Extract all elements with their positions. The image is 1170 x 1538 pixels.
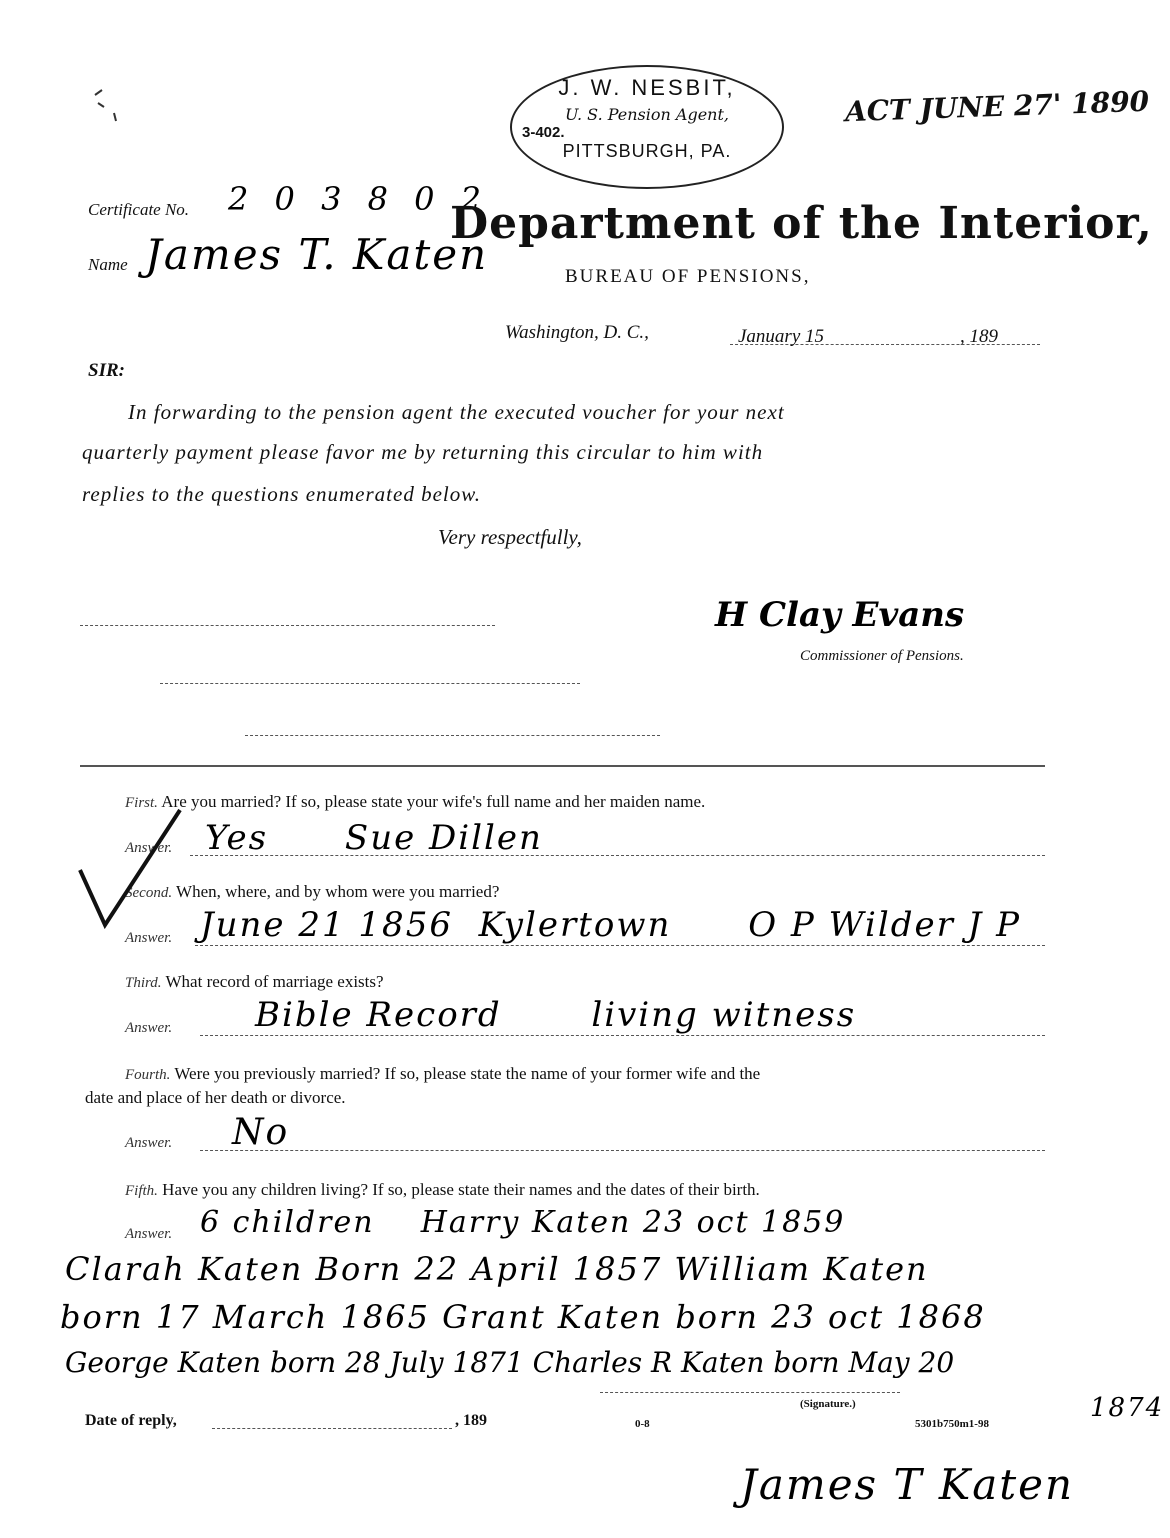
date-of-reply-line (212, 1428, 452, 1429)
body-line-3: replies to the questions enumerated below. (82, 482, 481, 506)
form-code: 0-8 (635, 1418, 650, 1430)
date-of-reply-label: Date of reply, (85, 1412, 177, 1429)
address-line-2 (160, 683, 580, 684)
answer-3-value: Bible Record living witness (255, 995, 857, 1035)
act-stamp: ACT JUNE 27' 1890 (844, 84, 1150, 129)
place-label: Washington, D. C., (505, 322, 649, 343)
pension-agent-stamp (510, 65, 784, 189)
answer-2-label: Answer. (125, 930, 173, 946)
question-3 (125, 972, 384, 992)
children-line-4: 1874 (1090, 1393, 1165, 1423)
question-4-ordinal: Fourth. (125, 1067, 171, 1083)
question-1-ordinal: First. (125, 795, 158, 811)
question-5 (125, 1180, 760, 1200)
question-1 (125, 792, 705, 812)
answer-5-value: 6 children Harry Katen 23 oct 1859 (200, 1205, 846, 1240)
body-line-2: quarterly payment please favor me by returning this circular to him with (82, 440, 764, 464)
answer-5-label: Answer. (125, 1226, 173, 1242)
question-4-line-2: date and place of her death or divorce. (85, 1088, 346, 1107)
answer-4-line (200, 1150, 1045, 1151)
checkmark-icon (70, 800, 190, 940)
question-5-text: Have you any children living? If so, please state their names and the dates of their birth. (162, 1180, 760, 1199)
name-label: Name (88, 255, 128, 274)
reply-year: , 189 (455, 1412, 487, 1429)
question-2-ordinal: Second. (125, 885, 173, 901)
question-3-text: What record of marriage exists? (165, 972, 384, 991)
answer-4-value: No (232, 1112, 290, 1153)
date-value: January 15 (738, 326, 825, 347)
address-line-1 (80, 625, 495, 626)
certificate-number: 2 0 3 8 0 2 (228, 180, 490, 218)
salutation: SIR: (88, 360, 125, 381)
applicant-signature: James T Katen (740, 1460, 1075, 1509)
signature-line (600, 1392, 900, 1393)
year-prefix: , 189 (960, 326, 998, 347)
answer-3-line (200, 1035, 1045, 1036)
question-4 (125, 1064, 760, 1084)
stamp-line-4: PITTSBURGH, PA. (562, 141, 732, 161)
bureau-heading: BUREAU OF PENSIONS, (565, 266, 811, 287)
children-line-3: George Katen born 28 July 1871 Charles R Katen born May 20 (65, 1346, 955, 1379)
answer-1-label: Answer. (125, 840, 173, 856)
print-code: 5301b750m1-98 (915, 1418, 989, 1430)
address-line-3 (245, 735, 660, 736)
answer-3-label: Answer. (125, 1020, 173, 1036)
certificate-label: Certificate No. (88, 200, 190, 219)
department-heading: Department of the Interior, (450, 198, 1153, 249)
signature-label: (Signature.) (800, 1398, 856, 1410)
name-value: James T. Katen (145, 230, 489, 279)
closing: Very respectfully, (438, 525, 582, 549)
answer-2-value: June 21 1856 Kylertown O P Wilder J P (200, 905, 1021, 945)
stamp-line-1: J. W. NESBIT, (558, 75, 736, 100)
margin-marks (90, 85, 120, 125)
commissioner-signature: H Clay Evans (715, 595, 965, 635)
answer-4-label: Answer. (125, 1135, 173, 1151)
question-5-ordinal: Fifth. (125, 1183, 158, 1199)
question-3-ordinal: Third. (125, 975, 162, 991)
question-2-text: When, where, and by whom were you married? (176, 882, 500, 901)
divider (80, 765, 1045, 767)
children-line-2: born 17 March 1865 Grant Katen born 23 oct 1868 (60, 1298, 986, 1336)
answer-2-line (195, 945, 1045, 946)
stamp-line-2: U. S. Pension Agent, (564, 105, 729, 124)
question-4-text: Were you previously married? If so, please state the name of your former wife and the (174, 1064, 761, 1083)
answer-1-value: Yes Sue Dillen (205, 818, 543, 858)
stamp-line-3: 3-402. (522, 124, 565, 141)
children-line-1: Clarah Katen Born 22 April 1857 William Katen (65, 1250, 929, 1288)
question-1-text: Are you married? If so, please state your wife's full name and her maiden name. (161, 792, 706, 811)
commissioner-title: Commissioner of Pensions. (800, 648, 964, 664)
body-line-1: In forwarding to the pension agent the executed voucher for your next (128, 400, 785, 424)
